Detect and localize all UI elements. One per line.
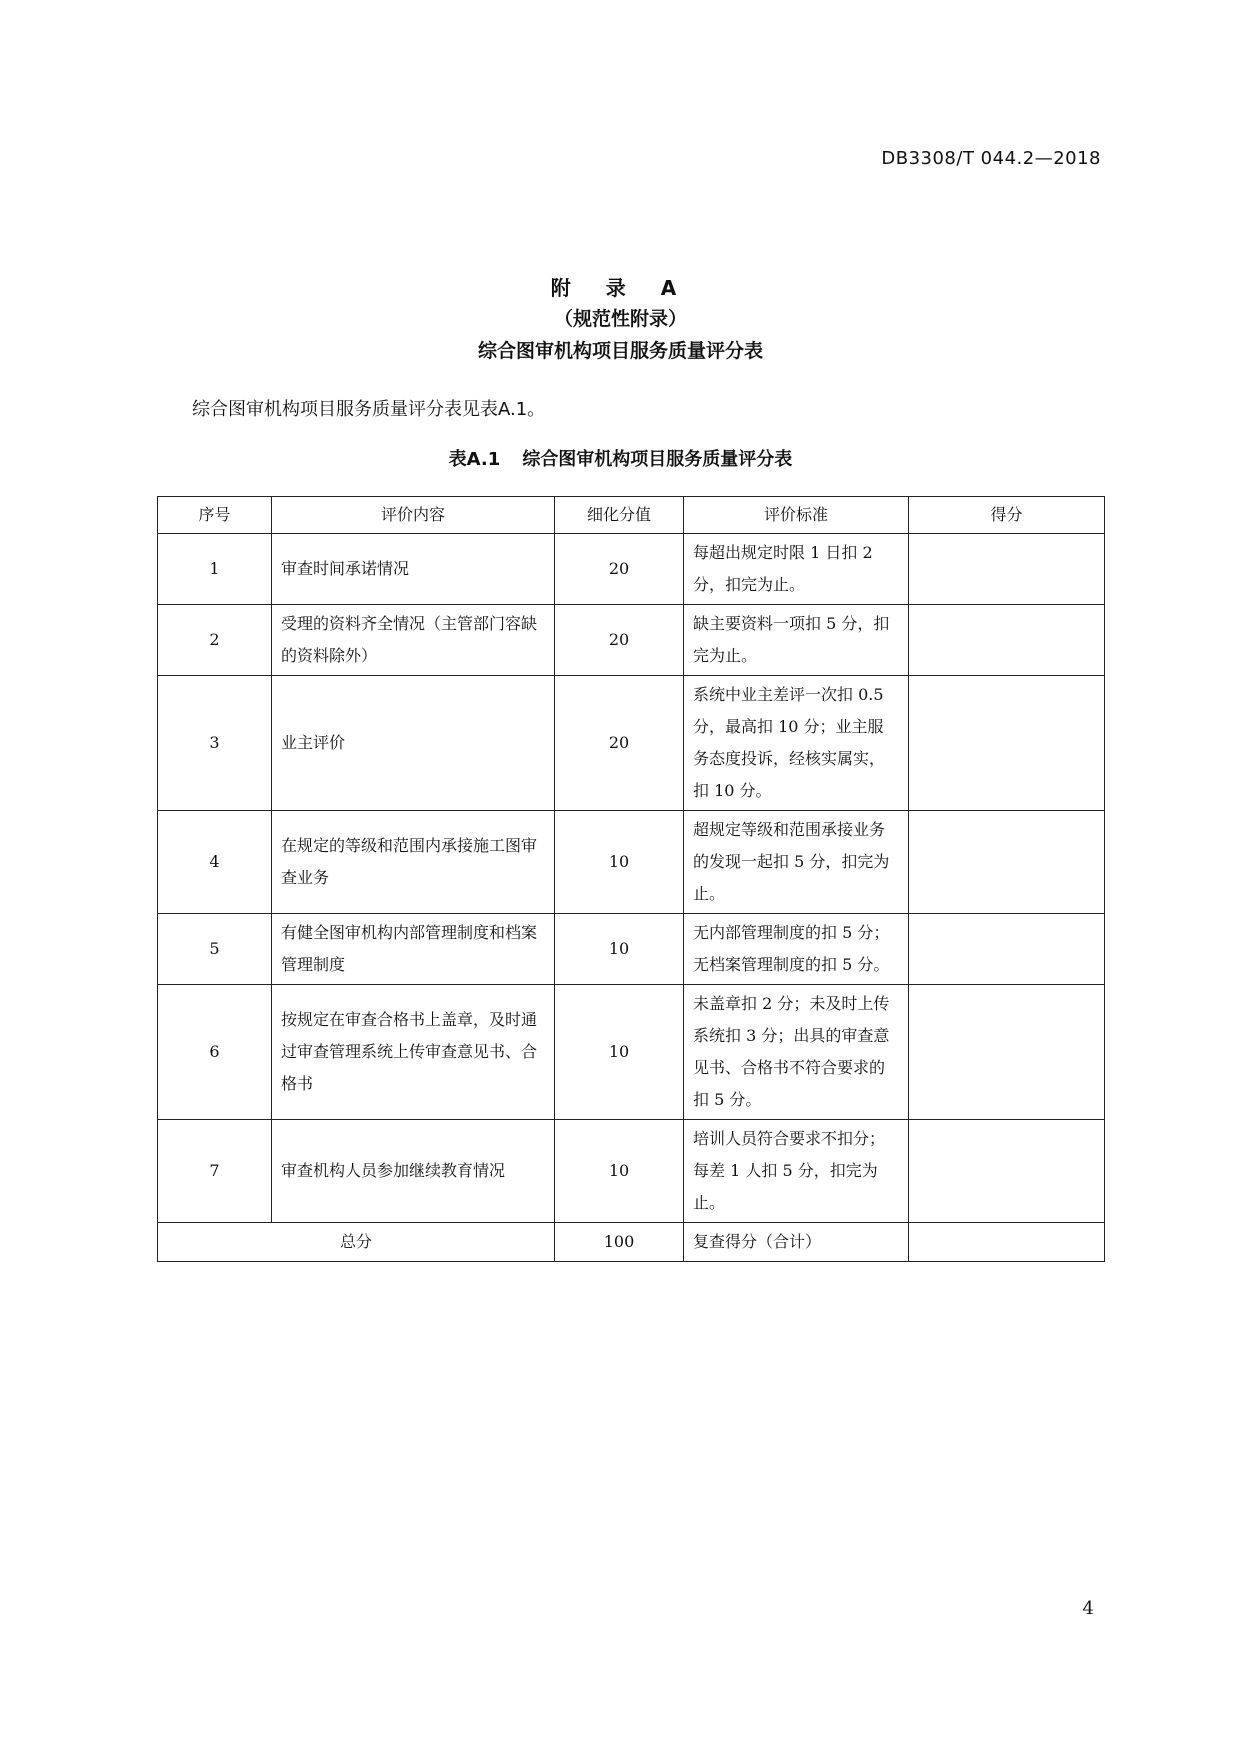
table-row [158,985,1105,1120]
row-score [909,1120,1105,1223]
page-number: 4 [1082,1598,1094,1619]
row-criteria: 缺主要资料一项扣 5 分，扣完为止。 [684,605,909,676]
table-row [158,676,1105,811]
row-value: 10 [555,1120,684,1223]
table-total-row [158,1223,1105,1262]
intro-paragraph: 综合图审机构项目服务质量评分表见表A.1。 [192,399,546,420]
row-no: 2 [158,605,272,676]
row-score [909,534,1105,605]
header-value: 细化分值 [555,497,684,534]
row-no: 6 [158,985,272,1120]
total-criteria: 复查得分（合计） [684,1223,909,1262]
annex-subtitle: 综合图审机构项目服务质量评分表 [477,340,763,362]
row-item: 业主评价 [272,676,555,811]
row-item: 受理的资料齐全情况（主管部门容缺的资料除外） [272,605,555,676]
header-score: 得分 [909,497,1105,534]
table-row [158,605,1105,676]
table-row [158,811,1105,914]
row-value: 20 [555,605,684,676]
table-row [158,534,1105,605]
row-criteria: 未盖章扣 2 分；未及时上传系统扣 3 分；出具的审查意见书、合格书不符合要求的扣 5 分。 [684,985,909,1120]
annex-title: 附 录 A [550,276,691,300]
row-criteria: 每超出规定时限 1 日扣 2 分，扣完为止。 [684,534,909,605]
row-criteria: 系统中业主差评一次扣 0.5 分，最高扣 10 分；业主服务态度投诉，经核实属实，扣 10 分。 [684,676,909,811]
row-value: 10 [555,914,684,985]
row-no: 1 [158,534,272,605]
scoring-table [157,496,1105,1262]
row-item: 审查时间承诺情况 [272,534,555,605]
header-criteria: 评价标准 [684,497,909,534]
row-criteria: 培训人员符合要求不扣分；每差 1 人扣 5 分，扣完为止。 [684,1120,909,1223]
row-item: 按规定在审查合格书上盖章，及时通过审查管理系统上传审查意见书、合格书 [272,985,555,1120]
row-item: 审查机构人员参加继续教育情况 [272,1120,555,1223]
table-row [158,914,1105,985]
row-item: 有健全图审机构内部管理制度和档案管理制度 [272,914,555,985]
row-score [909,676,1105,811]
row-criteria: 无内部管理制度的扣 5 分；无档案管理制度的扣 5 分。 [684,914,909,985]
row-no: 3 [158,676,272,811]
table-header-row [158,497,1105,534]
row-value: 20 [555,676,684,811]
total-score [909,1223,1105,1262]
row-score [909,914,1105,985]
annex-type: （规范性附录） [553,308,687,330]
row-no: 4 [158,811,272,914]
table-caption-title: 综合图审机构项目服务质量评分表 [522,449,793,470]
total-value: 100 [555,1223,684,1262]
row-value: 10 [555,985,684,1120]
row-criteria: 超规定等级和范围承接业务的发现一起扣 5 分，扣完为止。 [684,811,909,914]
row-no: 5 [158,914,272,985]
row-item: 在规定的等级和范围内承接施工图审查业务 [272,811,555,914]
row-score [909,985,1105,1120]
table-row [158,1120,1105,1223]
row-score [909,605,1105,676]
header-no: 序号 [158,497,272,534]
table-caption [0,445,1241,471]
total-label: 总分 [158,1223,555,1262]
row-value: 20 [555,534,684,605]
table-caption-number: 表A.1 [448,449,501,470]
row-score [909,811,1105,914]
document-code: DB3308/T 044.2—2018 [881,148,1101,169]
row-no: 7 [158,1120,272,1223]
row-value: 10 [555,811,684,914]
header-item: 评价内容 [272,497,555,534]
